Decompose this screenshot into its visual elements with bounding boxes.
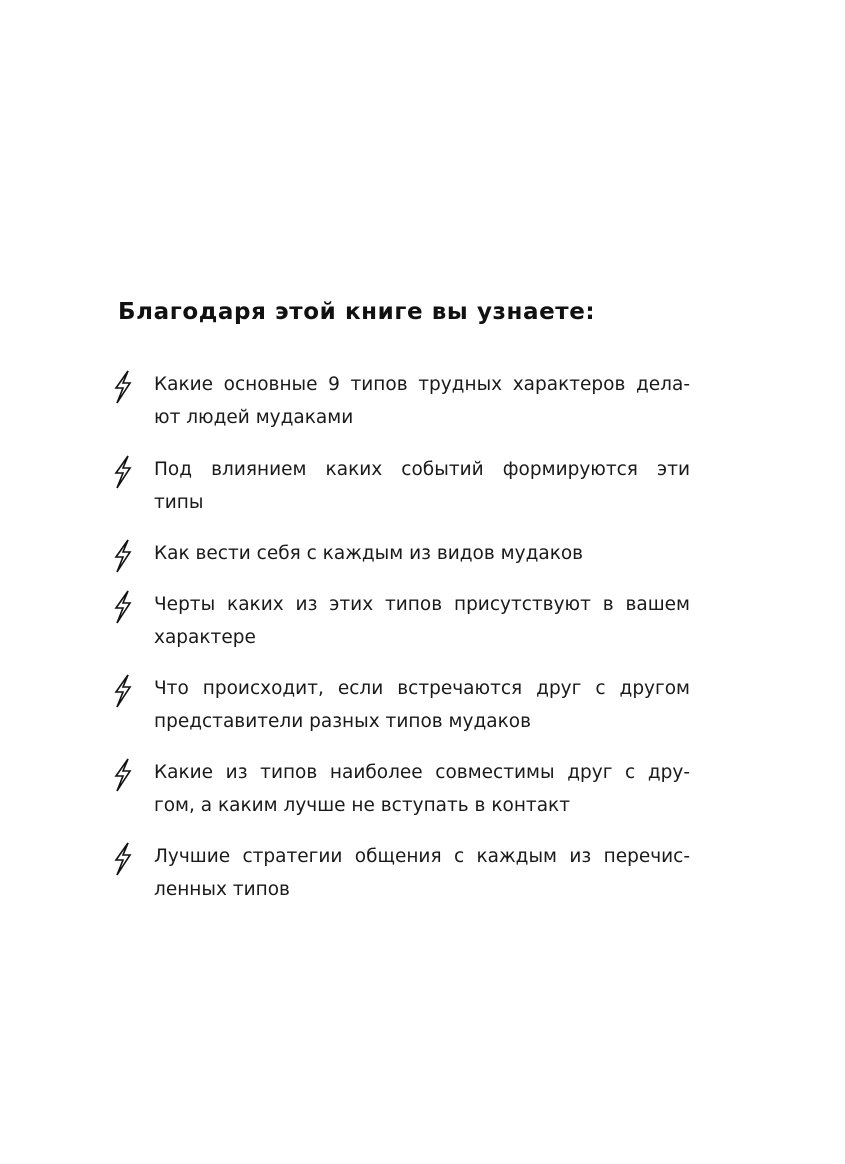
list-item-text [154,840,690,906]
lightning-bolt-icon [114,455,132,489]
list-item-line: ленных типов [154,879,290,900]
list-item-text [154,368,690,434]
list-item-line: типы [154,492,204,513]
list-item-line: характере [154,627,256,648]
list-item-line: Какие основные 9 типов трудных характеров дела- [154,374,690,395]
list-item-line: гом, а каким лучше не вступать в контакт [154,795,570,816]
lightning-bolt-icon [114,842,132,876]
list-item-line: Черты каких из этих типов присутствуют в вашем [154,594,690,615]
list-item-line: представители разных типов мудаков [154,711,531,732]
lightning-bolt-icon [114,590,132,624]
page-heading: Благодаря этой книге вы узнаете: [118,299,596,325]
list-item-line: Как вести себя с каждым из видов мудаков [154,543,584,564]
list-item-text [154,756,690,822]
list-item-line: ют людей мудаками [154,407,354,428]
list-item-text [154,453,690,519]
lightning-bolt-icon [114,758,132,792]
list-item-line: Какие из типов наиболее совместимы друг с дру- [154,762,690,783]
list-item-line: Лучшие стратегии общения с каждым из перечис- [154,846,690,867]
list-item-line: Что происходит, если встречаются друг с другом [154,678,690,699]
list-item-line: Под влиянием каких событий формируются эти [154,459,690,480]
lightning-bolt-icon [114,370,132,404]
lightning-bolt-icon [114,674,132,708]
list-item-text [154,588,690,654]
list-item-text [154,672,690,738]
lightning-bolt-icon [114,539,132,573]
list-item-text [154,537,690,570]
